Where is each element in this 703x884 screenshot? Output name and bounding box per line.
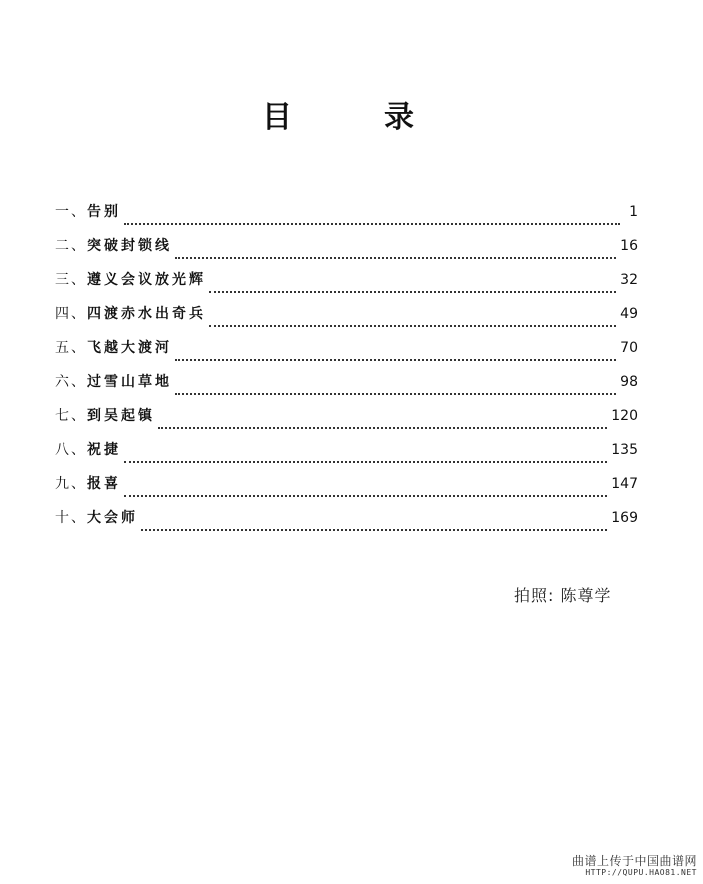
toc-entry-page: 49 [620, 306, 638, 322]
toc-leader-dots [124, 222, 620, 225]
toc-entry-page: 32 [620, 272, 638, 288]
toc-entry-title: 飞越大渡河 [87, 340, 172, 356]
toc-entry-2 [55, 236, 638, 270]
toc-entry-number: 五、 [55, 340, 87, 356]
toc-entry-page: 1 [629, 204, 638, 220]
toc-entry-page: 16 [620, 238, 638, 254]
toc-entry-6 [55, 372, 638, 406]
title-char-2: 录 [384, 100, 414, 135]
toc-entry-page: 135 [611, 442, 638, 458]
toc-entry-page: 120 [611, 408, 638, 424]
toc-entry-number: 十、 [55, 510, 87, 526]
toc-leader-dots [175, 256, 616, 259]
toc-entry-number: 八、 [55, 442, 87, 458]
toc-entry-8 [55, 440, 638, 474]
toc-leader-dots [175, 392, 616, 395]
toc-entry-7 [55, 406, 638, 440]
toc-entry-page: 98 [620, 374, 638, 390]
toc-leader-dots [124, 460, 607, 463]
photo-credit: 拍照: 陈尊学 [514, 586, 612, 605]
toc-entry-title: 报喜 [87, 476, 121, 492]
toc-entry-1 [55, 202, 638, 236]
watermark-url: HTTP://QUPU.HAO81.NET [585, 868, 697, 877]
toc-leader-dots [141, 528, 607, 531]
table-of-contents [55, 202, 638, 542]
toc-entry-title: 告别 [87, 204, 121, 220]
site-watermark [572, 854, 697, 878]
toc-entry-page: 169 [611, 510, 638, 526]
toc-entry-title: 祝捷 [87, 442, 121, 458]
toc-entry-title: 大会师 [87, 510, 138, 526]
toc-entry-number: 一、 [55, 204, 87, 220]
toc-entry-number: 四、 [55, 306, 87, 322]
toc-leader-dots [175, 358, 616, 361]
toc-entry-title: 遵义会议放光辉 [87, 272, 206, 288]
toc-entry-title: 四渡赤水出奇兵 [87, 306, 206, 322]
toc-entry-page: 70 [620, 340, 638, 356]
toc-entry-number: 三、 [55, 272, 87, 288]
title-char-1: 目 [262, 100, 292, 135]
toc-entry-number: 二、 [55, 238, 87, 254]
toc-entry-title: 到吴起镇 [87, 408, 155, 424]
toc-leader-dots [158, 426, 607, 429]
toc-leader-dots [209, 290, 616, 293]
toc-entry-5 [55, 338, 638, 372]
watermark-text: 曲谱上传于中国曲谱网 [571, 854, 697, 868]
toc-entry-number: 六、 [55, 374, 87, 390]
toc-entry-10 [55, 508, 638, 542]
toc-entry-title: 突破封锁线 [87, 238, 172, 254]
toc-entry-number: 七、 [55, 408, 87, 424]
toc-entry-title: 过雪山草地 [87, 374, 172, 390]
toc-entry-number: 九、 [55, 476, 87, 492]
toc-entry-9 [55, 474, 638, 508]
toc-leader-dots [209, 324, 616, 327]
toc-entry-3 [55, 270, 638, 304]
toc-leader-dots [124, 494, 607, 497]
toc-entry-page: 147 [611, 476, 638, 492]
toc-entry-4 [55, 304, 638, 338]
page-title [0, 98, 703, 142]
